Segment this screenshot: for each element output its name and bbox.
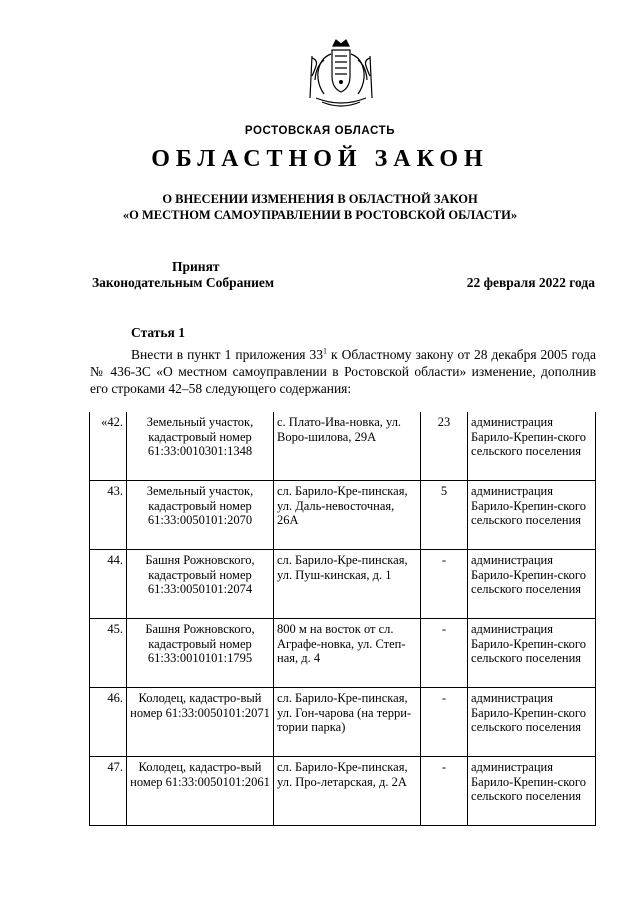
object-area: -	[421, 619, 468, 688]
table-row	[90, 481, 596, 550]
table-row	[90, 757, 596, 826]
adopted-label: Принят	[172, 259, 220, 274]
object-area: -	[421, 757, 468, 826]
object-owner: администрация Барило-Крепин-ского сельского поселения	[468, 550, 596, 619]
object-owner: администрация Барило-Крепин-ского сельского поселения	[468, 481, 596, 550]
article-text-part-2: к Областному закону от 28 декабря 2005 года № 436-ЗС «О местном самоуправлении в Ростовской области» изменение, дополнив его строками 42–58 следующего содержания:	[90, 347, 596, 396]
law-subtitle	[0, 191, 640, 223]
row-number: 44.	[90, 550, 127, 619]
article-text-superscript: 1	[323, 346, 328, 356]
subtitle-line-2: «О МЕСТНОМ САМОУПРАВЛЕНИИ В РОСТОВСКОЙ ОБЛАСТИ»	[122, 208, 518, 222]
article-text-part-1: Внести в пункт 1 приложения 33	[131, 347, 324, 362]
object-name: Колодец, кадастро-вый номер 61:33:0050101:2061	[127, 757, 274, 826]
object-address: сл. Барило-Кре-пинская, ул. Про-летарская, д. 2А	[274, 757, 421, 826]
object-address: 800 м на восток от сл. Аграфе-новка, ул. Степ-ная, д. 4	[274, 619, 421, 688]
object-owner: администрация Барило-Крепин-ского сельского поселения	[468, 412, 596, 481]
adopted-by: Законодательным Собранием	[92, 275, 275, 290]
object-address: сл. Барило-Кре-пинская, ул. Даль-невосточная, 26А	[274, 481, 421, 550]
table-row	[90, 619, 596, 688]
object-owner: администрация Барило-Крепин-ского сельского поселения	[468, 757, 596, 826]
row-number: 47.	[90, 757, 127, 826]
object-name: Земельный участок, кадастровый номер 61:33:0050101:2070	[127, 481, 274, 550]
object-name: Земельный участок, кадастровый номер 61:33:0010301:1348	[127, 412, 274, 481]
law-title: ОБЛАСТНОЙ ЗАКОН	[151, 146, 489, 172]
subtitle-line-1: О ВНЕСЕНИИ ИЗМЕНЕНИЯ В ОБЛАСТНОЙ ЗАКОН	[162, 192, 478, 206]
objects-table	[89, 412, 596, 826]
object-address: сл. Барило-Кре-пинская, ул. Пуш-кинская, д. 1	[274, 550, 421, 619]
row-number: «42.	[90, 412, 127, 481]
object-area: 23	[421, 412, 468, 481]
object-name: Башня Рожновского, кадастровый номер 61:33:0010101:1795	[127, 619, 274, 688]
object-area: -	[421, 550, 468, 619]
object-owner: администрация Барило-Крепин-ского сельского поселения	[468, 619, 596, 688]
object-address: сл. Барило-Кре-пинская, ул. Гон-чарова (на терри-тории парка)	[274, 688, 421, 757]
object-address: с. Плато-Ива-новка, ул. Воро-шилова, 29А	[274, 412, 421, 481]
row-number: 45.	[90, 619, 127, 688]
table-row	[90, 412, 596, 481]
article-heading: Статья 1	[131, 325, 185, 340]
article-text	[90, 346, 596, 397]
row-number: 46.	[90, 688, 127, 757]
adopted-date: 22 февраля 2022 года	[466, 275, 595, 290]
coat-of-arms-icon	[302, 36, 380, 114]
table-row	[90, 550, 596, 619]
row-number: 43.	[90, 481, 127, 550]
object-area: -	[421, 688, 468, 757]
object-name: Башня Рожновского, кадастровый номер 61:33:0050101:2074	[127, 550, 274, 619]
object-owner: администрация Барило-Крепин-ского сельского поселения	[468, 688, 596, 757]
object-area: 5	[421, 481, 468, 550]
object-name: Колодец, кадастро-вый номер 61:33:0050101:2071	[127, 688, 274, 757]
table-row	[90, 688, 596, 757]
region-name: РОСТОВСКАЯ ОБЛАСТЬ	[244, 125, 396, 137]
